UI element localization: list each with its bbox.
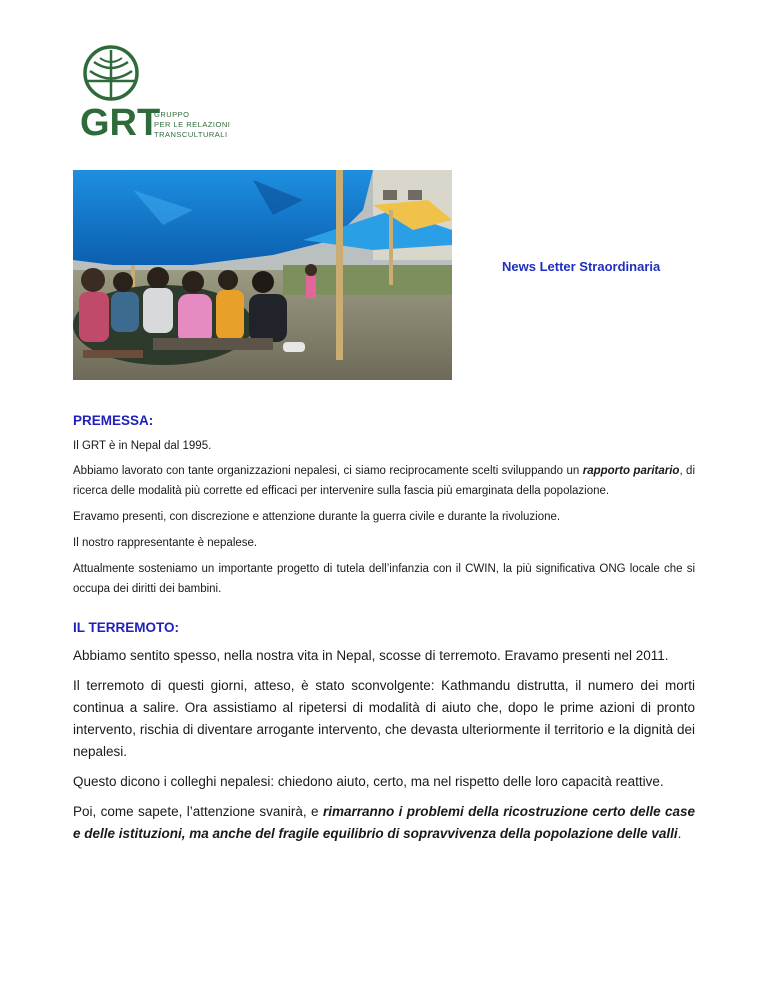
paragraph: Il nostro rappresentante è nepalese. — [73, 537, 258, 549]
logo-subtitle-line: TRANSCULTURALI — [154, 130, 228, 139]
tree-emblem-icon — [80, 44, 142, 102]
logo-subtitle — [154, 110, 234, 140]
paragraph-text: . — [677, 826, 682, 841]
emphasis-text: rimarranno i problemi della ricostruzione certo delle case e delle istituzioni, ma anche del fragile equilibrio di sopravvivenza della popolazione delle valli — [73, 804, 696, 841]
grt-logo — [72, 40, 234, 160]
paragraph-text: Abbiamo lavorato con tante organizzazioni nepalesi, ci siamo reciprocamente scelti sviluppando un — [73, 465, 583, 477]
paragraph: Questo dicono i colleghi nepalesi: chiedono aiuto, certo, ma nel rispetto delle loro capacità reattive. — [73, 774, 664, 789]
paragraph: Abbiamo sentito spesso, nella nostra vita in Nepal, scosse di terremoto. Eravamo presenti nel 2011. — [73, 648, 669, 663]
newsletter-body — [73, 412, 695, 845]
paragraph-text: , di ricerca delle modalità più corrette ed efficaci per intervenire sulla fascia più emarginata della popolazione. — [73, 465, 696, 497]
emphasis-text: rapporto paritario — [582, 465, 680, 477]
earthquake-camp-photo — [73, 170, 452, 380]
paragraph-text: Poi, come sapete, l’attenzione svanirà, e — [73, 804, 323, 819]
paragraph: Il GRT è in Nepal dal 1995. — [73, 440, 212, 452]
section-heading-premessa: PREMESSA: — [73, 413, 154, 428]
paragraph — [73, 801, 695, 845]
paragraph: Attualmente sosteniamo un importante progetto di tutela dell’infanzia con il CWIN, la più significativa ONG locale che si occupa dei diritti dei bambini. — [73, 563, 695, 595]
paragraph: Il terremoto di questi giorni, atteso, è stato sconvolgente: Kathmandu distrutta, il numero dei morti continua a salire. Ora assistiamo al ripetersi di modalità di aiuto che, dopo le prime azioni di pronto intervento, rischia di diventare arrogante intervento, che devasta ulteriormente il territorio e la dignità dei nepalesi. — [73, 678, 695, 759]
logo-acronym: GRT — [80, 102, 161, 144]
logo-subtitle-line: GRUPPO — [154, 110, 190, 119]
newsletter-title: News Letter Straordinaria — [502, 259, 661, 274]
paragraph: Eravamo presenti, con discrezione e attenzione durante la guerra civile e durante la rivoluzione. — [73, 511, 561, 523]
section-heading-terremoto: IL TERREMOTO: — [73, 620, 180, 635]
logo-subtitle-line: PER LE RELAZIONI — [154, 120, 231, 129]
paragraph — [73, 461, 695, 501]
